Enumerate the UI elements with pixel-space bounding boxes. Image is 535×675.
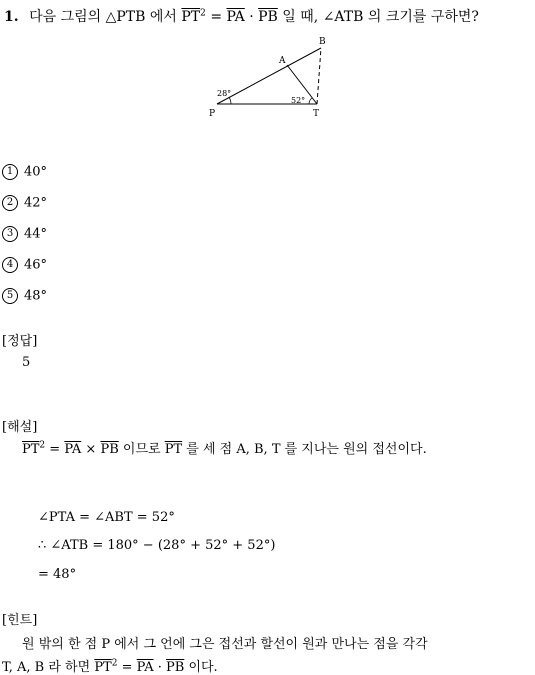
option-5[interactable] — [2, 288, 47, 304]
option-4[interactable] — [2, 257, 47, 273]
option-3[interactable] — [2, 226, 47, 242]
explanation-title: [해설] — [2, 420, 38, 435]
question-text-after: 일 때, ∠ATB 의 크기를 구하면? — [282, 9, 479, 25]
triangle-figure — [205, 36, 335, 122]
segment-pb — [217, 48, 321, 104]
answer-title: [정답] — [2, 334, 38, 349]
angle-label-t: 52° — [291, 96, 306, 105]
angle-label-p: 28° — [217, 89, 232, 98]
hint-line1: 원 밖의 한 점 P 에서 그 언에 그은 접선과 할선이 원과 만나는 점을 각각 — [22, 637, 428, 652]
label-b: B — [319, 37, 326, 47]
angle-arc-t — [309, 98, 312, 104]
question-number: 1. — [4, 9, 19, 25]
explanation-eq1: ∠PTA = ∠ABT = 52° — [38, 510, 175, 525]
angle-arc-p — [229, 97, 231, 104]
option-marker: 3 — [2, 226, 18, 242]
question — [4, 6, 479, 26]
option-2[interactable] — [2, 195, 47, 211]
hint-title: [힌트] — [2, 613, 38, 628]
option-text: 48° — [24, 288, 48, 304]
question-equation: $\overline{PT}^2 = \overline{PA} \cdot \overline{PB}$ — [181, 8, 278, 25]
option-text: 42° — [24, 195, 48, 211]
hint-line2: T, A, B 라 하면 $\overline{PT}^2 = \overline{PA} \cdot \overline{PB}$ 이다. — [2, 658, 218, 675]
option-text: 40° — [24, 164, 48, 180]
label-t: T — [313, 109, 320, 119]
option-marker: 1 — [2, 164, 18, 180]
explanation-eq2: ∴ ∠ATB = 180° − (28° + 52° + 52°) — [38, 538, 276, 553]
option-text: 46° — [24, 257, 48, 273]
answer-value: 5 — [22, 355, 31, 370]
explanation-eq3: = 48° — [38, 567, 77, 582]
question-text-before: 다음 그림의 △PTB 에서 — [29, 9, 177, 25]
label-p: P — [209, 109, 216, 119]
option-text: 44° — [24, 226, 48, 242]
option-1[interactable] — [2, 164, 47, 180]
segment-tb — [317, 48, 321, 104]
explanation-line1: $\overline{PT}^2 = \overline{PA} \times \overline{PB}$ 이므로 $\overline{PT}$ 를 세 점 A, B, T 를 지나는 원의 접선이다. — [22, 440, 427, 457]
label-a: A — [279, 56, 286, 66]
option-marker: 4 — [2, 257, 18, 273]
option-marker: 2 — [2, 195, 18, 211]
option-marker: 5 — [2, 288, 18, 304]
